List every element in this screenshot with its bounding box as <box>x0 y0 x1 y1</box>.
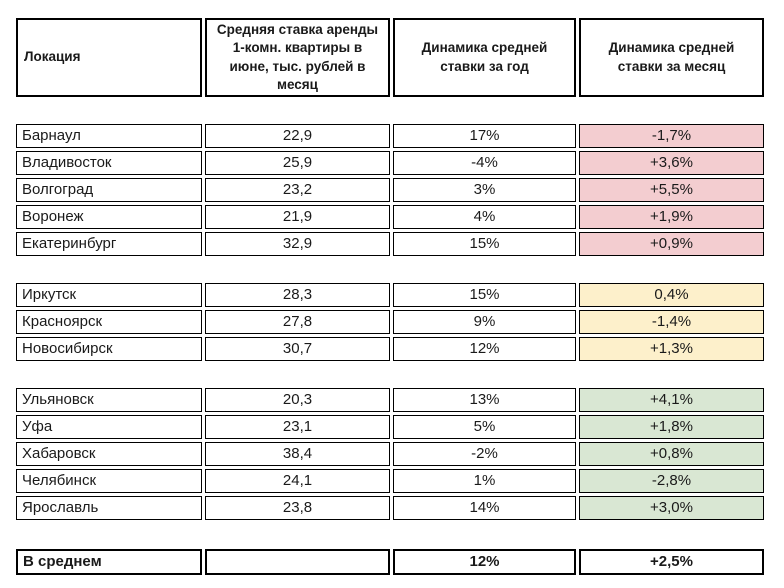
city-group-green <box>16 388 784 520</box>
month-change-cell: +3,0% <box>579 496 764 520</box>
month-change-cell: +0,9% <box>579 232 764 256</box>
month-change-cell: +1,8% <box>579 415 764 439</box>
month-change-cell: +5,5% <box>579 178 764 202</box>
table-row <box>16 205 784 229</box>
location-cell: Ярославль <box>16 496 202 520</box>
rate-cell: 38,4 <box>205 442 390 466</box>
month-change-cell: -1,4% <box>579 310 764 334</box>
rate-cell: 21,9 <box>205 205 390 229</box>
year-change-cell: 14% <box>393 496 576 520</box>
location-cell: Красноярск <box>16 310 202 334</box>
rate-cell: 30,7 <box>205 337 390 361</box>
location-cell: Барнаул <box>16 124 202 148</box>
year-change-cell: 15% <box>393 283 576 307</box>
table-row <box>16 283 784 307</box>
header-location: Локация <box>16 18 202 97</box>
rate-cell: 23,8 <box>205 496 390 520</box>
rate-cell: 28,3 <box>205 283 390 307</box>
summary-location-cell: В среднем <box>16 549 202 575</box>
table-row <box>16 415 784 439</box>
location-cell: Владивосток <box>16 151 202 175</box>
table-row <box>16 310 784 334</box>
table-row <box>16 337 784 361</box>
table-header-row <box>16 18 784 97</box>
rate-cell: 20,3 <box>205 388 390 412</box>
year-change-cell: 17% <box>393 124 576 148</box>
year-change-cell: -4% <box>393 151 576 175</box>
rate-cell: 27,8 <box>205 310 390 334</box>
location-cell: Уфа <box>16 415 202 439</box>
year-change-cell: -2% <box>393 442 576 466</box>
table-row <box>16 124 784 148</box>
year-change-cell: 5% <box>393 415 576 439</box>
table-row <box>16 151 784 175</box>
location-cell: Волгоград <box>16 178 202 202</box>
month-change-cell: -2,8% <box>579 469 764 493</box>
year-change-cell: 9% <box>393 310 576 334</box>
year-change-cell: 13% <box>393 388 576 412</box>
summary-rate-cell <box>205 549 390 575</box>
month-change-cell: -1,7% <box>579 124 764 148</box>
month-change-cell: +0,8% <box>579 442 764 466</box>
header-year-change: Динамика средней ставки за год <box>393 18 576 97</box>
month-change-cell: +1,9% <box>579 205 764 229</box>
city-group-yellow <box>16 283 784 361</box>
location-cell: Ульяновск <box>16 388 202 412</box>
summary-row <box>16 549 784 575</box>
table-row <box>16 232 784 256</box>
year-change-cell: 12% <box>393 337 576 361</box>
table-row <box>16 469 784 493</box>
rate-cell: 23,2 <box>205 178 390 202</box>
rate-cell: 24,1 <box>205 469 390 493</box>
year-change-cell: 3% <box>393 178 576 202</box>
summary-month-change-cell: +2,5% <box>579 549 764 575</box>
location-cell: Новосибирск <box>16 337 202 361</box>
location-cell: Воронеж <box>16 205 202 229</box>
month-change-cell: +1,3% <box>579 337 764 361</box>
year-change-cell: 4% <box>393 205 576 229</box>
summary-year-change-cell: 12% <box>393 549 576 575</box>
location-cell: Хабаровск <box>16 442 202 466</box>
location-cell: Иркутск <box>16 283 202 307</box>
rate-cell: 23,1 <box>205 415 390 439</box>
table-row <box>16 388 784 412</box>
month-change-cell: +4,1% <box>579 388 764 412</box>
month-change-cell: +3,6% <box>579 151 764 175</box>
rate-cell: 25,9 <box>205 151 390 175</box>
header-rate: Средняя ставка аренды 1-комн. квартиры в июне, тыс. рублей в месяц <box>205 18 390 97</box>
table-row <box>16 178 784 202</box>
location-cell: Челябинск <box>16 469 202 493</box>
year-change-cell: 15% <box>393 232 576 256</box>
table-row <box>16 496 784 520</box>
rate-cell: 22,9 <box>205 124 390 148</box>
rate-cell: 32,9 <box>205 232 390 256</box>
year-change-cell: 1% <box>393 469 576 493</box>
header-month-change: Динамика средней ставки за месяц <box>579 18 764 97</box>
month-change-cell: 0,4% <box>579 283 764 307</box>
city-group-pink <box>16 124 784 256</box>
location-cell: Екатеринбург <box>16 232 202 256</box>
table-row <box>16 442 784 466</box>
